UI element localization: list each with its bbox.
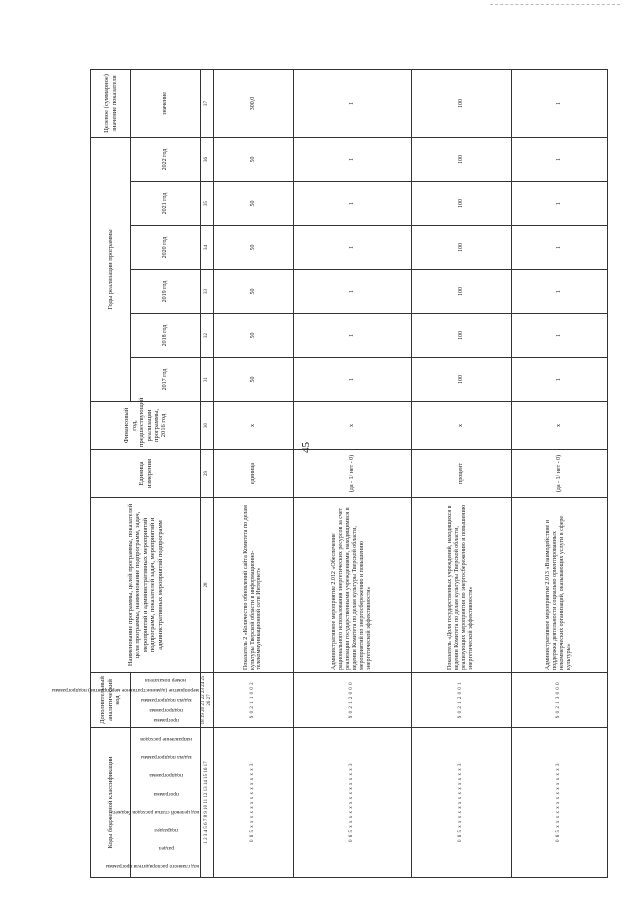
header-dop-sub4: мероприятие (административное мероприятие) подпрограммы xyxy=(51,687,199,694)
header-kbk-sub4: код целевой статьи расходов бюджета xyxy=(109,808,199,815)
row-fin-year: х xyxy=(293,402,411,450)
colnum-35: 35 xyxy=(201,182,214,226)
colnum-29: 29 xyxy=(201,450,214,498)
row-value-2022: 100 xyxy=(411,137,511,181)
table-row xyxy=(411,69,511,877)
rotated-table-container xyxy=(51,70,574,878)
table-row xyxy=(293,69,411,877)
row-value-2017: 1 xyxy=(293,358,411,402)
row-dop-code: 9 0 2 1 1 0 0 2 xyxy=(213,673,293,728)
row-value-2021: 50 xyxy=(213,182,293,226)
column-numbers-row xyxy=(201,69,214,877)
page-number: 45 xyxy=(300,442,312,453)
header-dop-sub5: номер показателя xyxy=(145,677,186,684)
colnum-33: 33 xyxy=(201,270,214,314)
header-year-2017: 2017 год xyxy=(131,358,201,402)
row-value-2020: 1 xyxy=(293,226,411,270)
row-value-2020: 100 xyxy=(411,226,511,270)
row-target: 300,0 xyxy=(213,69,293,137)
colnum-kbk: 1 2 3 4 5 6 7 8 9 10 11 12 13 14 15 16 17 xyxy=(201,728,214,878)
colnum-30: 30 xyxy=(201,402,214,450)
header-kbk: Коды бюджетной классификации xyxy=(91,728,131,878)
row-value-2020: 50 xyxy=(213,226,293,270)
header-kbk-sub1: код главного распорядителя программы xyxy=(105,863,199,870)
row-unit: (да - 1/ нет - 0) xyxy=(293,450,411,498)
header-year-2019: 2019 год xyxy=(131,270,201,314)
scan-edge-mark xyxy=(490,4,620,6)
row-name: Административное мероприятие 2.012 «Обеспечение рационального использования энергетических ресурсов за счет реализации государственными учреждениями, находящимися в ведении Комитета по делам культуры Тверской области, мероприятий по энергосбережению и повышению энергетической эффективности» xyxy=(293,498,411,673)
colnum-34: 34 xyxy=(201,226,214,270)
row-value-2021: 100 xyxy=(411,182,511,226)
header-dop-sub3: задача подпрограммы xyxy=(139,697,192,704)
row-value-2017: 1 xyxy=(511,358,607,402)
program-indicators-table xyxy=(51,69,608,878)
header-kbk-sub6: подпрограмма xyxy=(148,772,183,779)
row-value-2022: 50 xyxy=(213,137,293,181)
colnum-31: 31 xyxy=(201,358,214,402)
header-fin-year: Финансовый год, предшествующий реализации программы, 2016 год xyxy=(91,402,201,450)
row-name: Показатель 2 «Количество обновлений сайта Комитета по делам культуры Тверской области в информационно-телекоммуникационной сети Интернет» xyxy=(213,498,293,673)
header-dop-sub1: программа xyxy=(152,717,179,724)
colnum-32: 32 xyxy=(201,314,214,358)
header-kbk-sub2: раздел xyxy=(157,844,174,851)
row-target: 1 xyxy=(511,69,607,137)
colnum-37: 37 xyxy=(201,69,214,137)
header-target: Целевое (суммарное) значение показателя xyxy=(91,69,131,137)
row-value-2019: 50 xyxy=(213,270,293,314)
header-name: Наименование программы, целей программы, показателей цели программы, наименование подпрограмм, задач, мероприятий и административных мероприятий подпрограмм, показателей задач, мероприятий и административных мероприятий подпрограмм xyxy=(91,498,201,673)
row-value-2020: 1 xyxy=(511,226,607,270)
row-value-2019: 1 xyxy=(293,270,411,314)
table-row xyxy=(511,69,607,877)
header-dop: Дополнительный аналитический код xyxy=(91,673,131,728)
header-kbk-sub5: программа xyxy=(152,790,179,797)
row-fin-year: х xyxy=(411,402,511,450)
row-target: 100 xyxy=(411,69,511,137)
header-year-2021: 2021 год xyxy=(131,182,201,226)
row-value-2021: 1 xyxy=(293,182,411,226)
row-dop-code: 9 0 2 1 2 0 0 0 xyxy=(293,673,411,728)
row-kbk-code: 0 6 5 x x x x x x x x x x x x x 3 xyxy=(293,728,411,878)
header-kbk-sub8: направление расходов xyxy=(139,736,192,743)
table-row xyxy=(213,69,293,877)
colnum-36: 36 xyxy=(201,137,214,181)
header-dop-sub2: подпрограмма xyxy=(148,707,183,714)
row-unit: процент xyxy=(411,450,511,498)
row-kbk-code: 0 6 5 x x x x x x x x x x x x x 3 xyxy=(411,728,511,878)
row-dop-code: 9 0 2 1 3 0 0 0 xyxy=(511,673,607,728)
row-kbk-code: 0 6 5 x x x x x x x x x x x x x 3 xyxy=(213,728,293,878)
header-year-2022: 2022 год xyxy=(131,137,201,181)
header-kbk-sub7: задача подпрограммы xyxy=(139,754,192,761)
row-name: Показатель «Доля государственных учреждений, находящихся в ведении Комитета по делам культуры Тверской области, реализующих мероприятия по энергосбережению и повышению энергетической эффективности» xyxy=(411,498,511,673)
colnum-dop: 18 19 20 21 22 23 24 25 26 27 xyxy=(201,673,214,728)
colnum-28: 28 xyxy=(201,498,214,673)
row-value-2017: 100 xyxy=(411,358,511,402)
table-body xyxy=(213,69,607,877)
header-years: Годы реализации программы xyxy=(91,137,131,401)
header-kbk-sub3: подраздел xyxy=(153,826,178,833)
row-fin-year: х xyxy=(213,402,293,450)
header-unit: Единица измерения xyxy=(91,450,201,498)
row-value-2022: 1 xyxy=(293,137,411,181)
row-target: 1 xyxy=(293,69,411,137)
row-unit: единица xyxy=(213,450,293,498)
row-unit: (да - 1/ нет - 0) xyxy=(511,450,607,498)
row-value-2019: 1 xyxy=(511,270,607,314)
row-value-2018: 1 xyxy=(511,314,607,358)
header-year-2020: 2020 год xyxy=(131,226,201,270)
row-kbk-code: 0 6 5 x x x x x x x x x x x x x 3 xyxy=(511,728,607,878)
row-value-2018: 1 xyxy=(293,314,411,358)
row-name: Административное мероприятие 2.013 «Взаимодействие и поддержка деятельности социально ориентированных некоммерческих организаций, оказывающих услуги в сфере культуры» xyxy=(511,498,607,673)
row-value-2018: 50 xyxy=(213,314,293,358)
row-fin-year: х xyxy=(511,402,607,450)
row-value-2018: 100 xyxy=(411,314,511,358)
header-target-sub: значение xyxy=(131,69,201,137)
row-value-2021: 1 xyxy=(511,182,607,226)
row-value-2019: 100 xyxy=(411,270,511,314)
row-dop-code: 9 0 2 1 2 0 0 1 xyxy=(411,673,511,728)
row-value-2017: 50 xyxy=(213,358,293,402)
row-value-2022: 1 xyxy=(511,137,607,181)
header-year-2018: 2018 год xyxy=(131,314,201,358)
